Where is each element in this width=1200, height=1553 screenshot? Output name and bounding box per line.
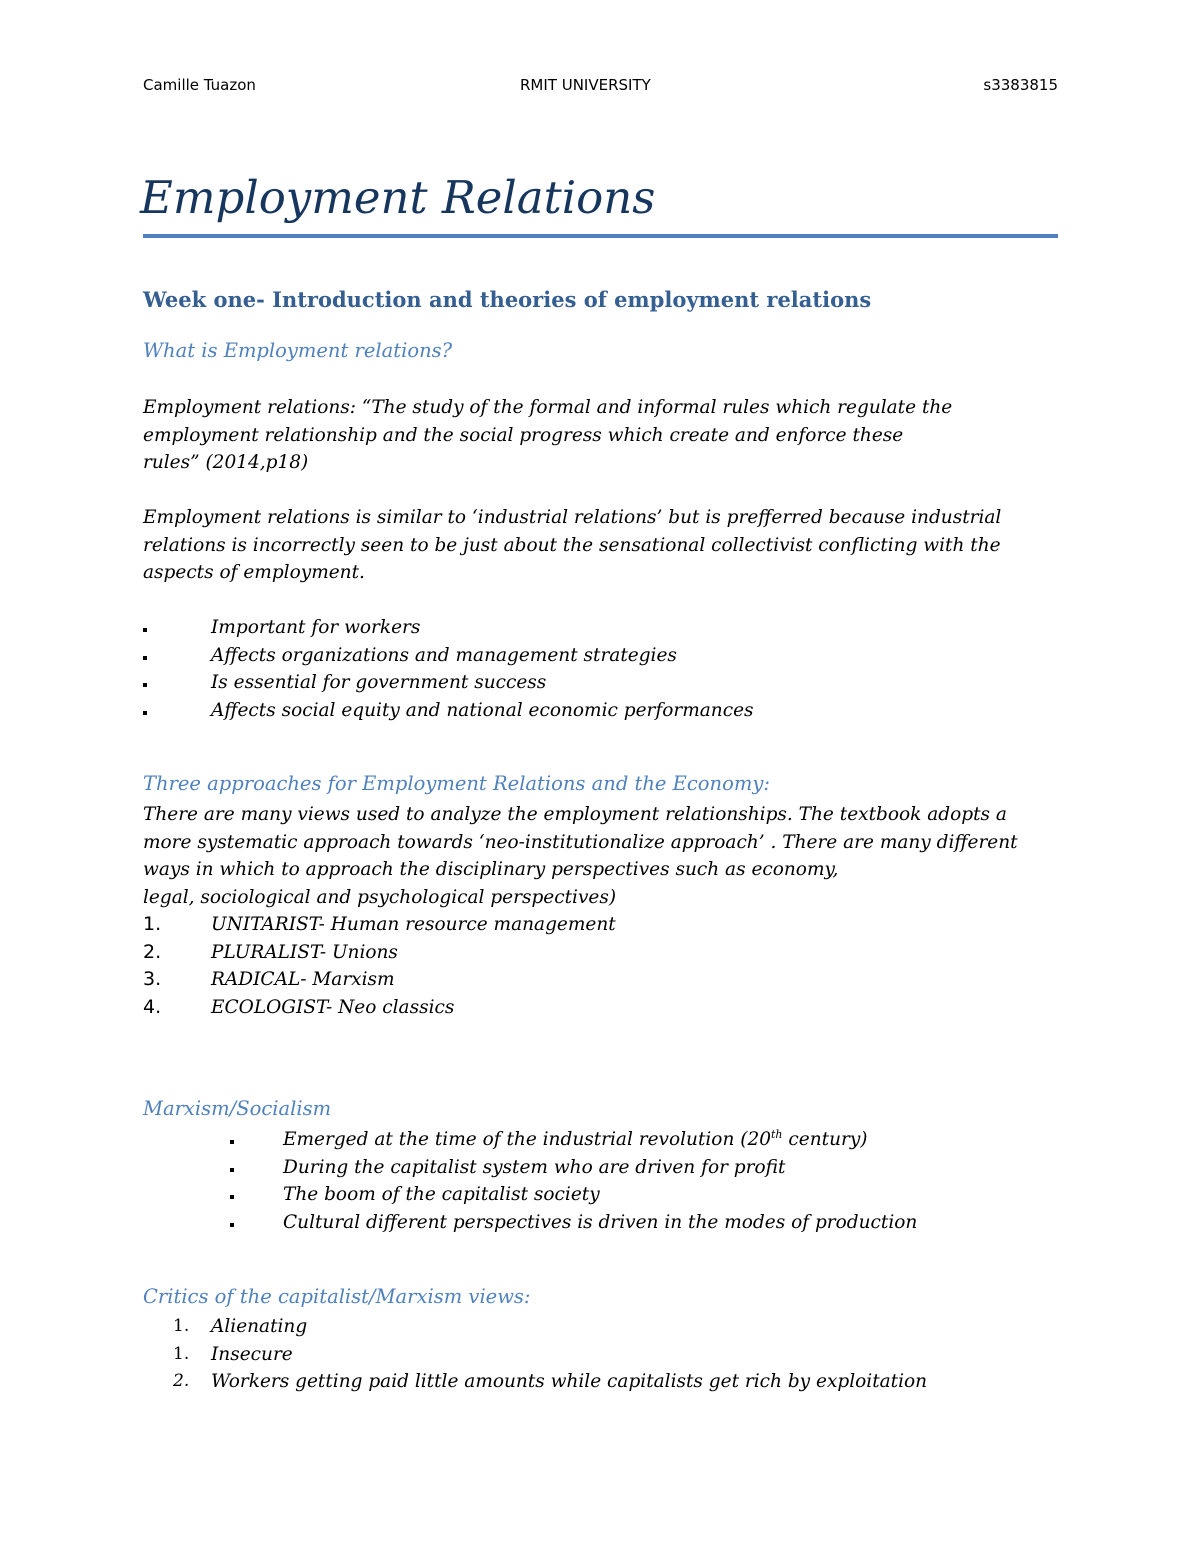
list-item: Important for workers — [143, 614, 1043, 642]
document-title: Employment Relations — [140, 171, 656, 224]
list-number: 1. — [173, 1343, 190, 1364]
list-item: 4. ECOLOGIST- Neo classics — [143, 994, 1043, 1022]
explanation-line: relations is incorrectly seen to be just about the sensational collectivist conflicting with the — [143, 534, 1001, 556]
list-number: 3. — [143, 968, 162, 990]
explanation-paragraph — [143, 504, 1063, 587]
bullet-icon — [143, 711, 147, 715]
bullet-icon — [143, 683, 147, 687]
approaches-paragraph — [143, 801, 1063, 911]
definition-paragraph — [143, 394, 1063, 477]
approaches-line: ways in which to approach the disciplinary perspectives such as economy, — [143, 859, 839, 880]
list-item: 2. Workers getting paid little amounts while capitalists get rich by exploitation — [173, 1368, 1053, 1396]
approaches-heading: Three approaches for Employment Relations and the Economy: — [143, 772, 770, 795]
list-item: The boom of the capitalist society — [228, 1181, 1058, 1209]
list-item: Emerged at the time of the industrial revolution (20th century) — [228, 1126, 1058, 1154]
list-item: Is essential for government success — [143, 669, 1043, 697]
list-item: 2. PLURALIST- Unions — [143, 939, 1043, 967]
approaches-line: more systematic approach towards ‘neo-institutionalize approach’ . There are many different — [143, 831, 1018, 853]
marxism-heading: Marxism/Socialism — [143, 1097, 332, 1120]
definition-line: Employment relations: “The study of the formal and informal rules which regulate the — [143, 397, 953, 418]
explanation-line: aspects of employment. — [143, 562, 365, 583]
header-author: Camille Tuazon — [143, 76, 256, 94]
title-underline — [143, 234, 1058, 238]
importance-bullet-list — [143, 614, 1043, 724]
bullet-icon — [230, 1140, 234, 1144]
bullet-icon — [143, 656, 147, 660]
page-header — [143, 76, 1058, 98]
definition-line: rules” (2014,p18) — [143, 452, 309, 473]
explanation-line: Employment relations is similar to ‘industrial relations’ but is prefferred because industrial — [143, 507, 1002, 528]
bullet-icon — [143, 628, 147, 632]
header-institution: RMIT UNIVERSITY — [520, 76, 651, 94]
section-heading: Week one- Introduction and theories of employment relations — [143, 287, 872, 312]
list-item: 1. UNITARIST- Human resource management — [143, 911, 1043, 939]
bullet-icon — [230, 1168, 234, 1172]
list-number: 1. — [173, 1316, 190, 1336]
list-item: Affects social equity and national economic performances — [143, 697, 1043, 725]
list-number: 2. — [173, 1371, 190, 1391]
list-item: 1. Insecure — [173, 1341, 1053, 1369]
list-number: 2. — [143, 940, 162, 963]
what-is-heading: What is Employment relations? — [143, 339, 453, 362]
definition-line: employment relationship and the social progress which create and enforce these — [143, 424, 904, 446]
list-item: 3. RADICAL- Marxism — [143, 966, 1043, 994]
approaches-numbered-list — [143, 911, 1043, 1021]
list-item: 1. Alienating — [173, 1313, 1053, 1341]
list-item: Affects organizations and management strategies — [143, 642, 1043, 670]
critics-numbered-list — [173, 1313, 1053, 1396]
critics-heading: Critics of the capitalist/Marxism views: — [143, 1285, 531, 1308]
bullet-icon — [230, 1195, 234, 1199]
marxism-bullet-list — [228, 1126, 1058, 1236]
approaches-line: There are many views used to analyze the employment relationships. The textbook adopts a — [143, 804, 1007, 825]
bullet-icon — [230, 1223, 234, 1227]
approaches-line: legal, sociological and psychological perspectives) — [143, 886, 617, 908]
list-item: During the capitalist system who are driven for profit — [228, 1154, 1058, 1182]
header-student-id: s3383815 — [983, 76, 1058, 94]
list-item: Cultural different perspectives is driven in the modes of production — [228, 1209, 1058, 1237]
list-number: 4. — [143, 995, 162, 1018]
list-number: 1. — [143, 913, 162, 935]
